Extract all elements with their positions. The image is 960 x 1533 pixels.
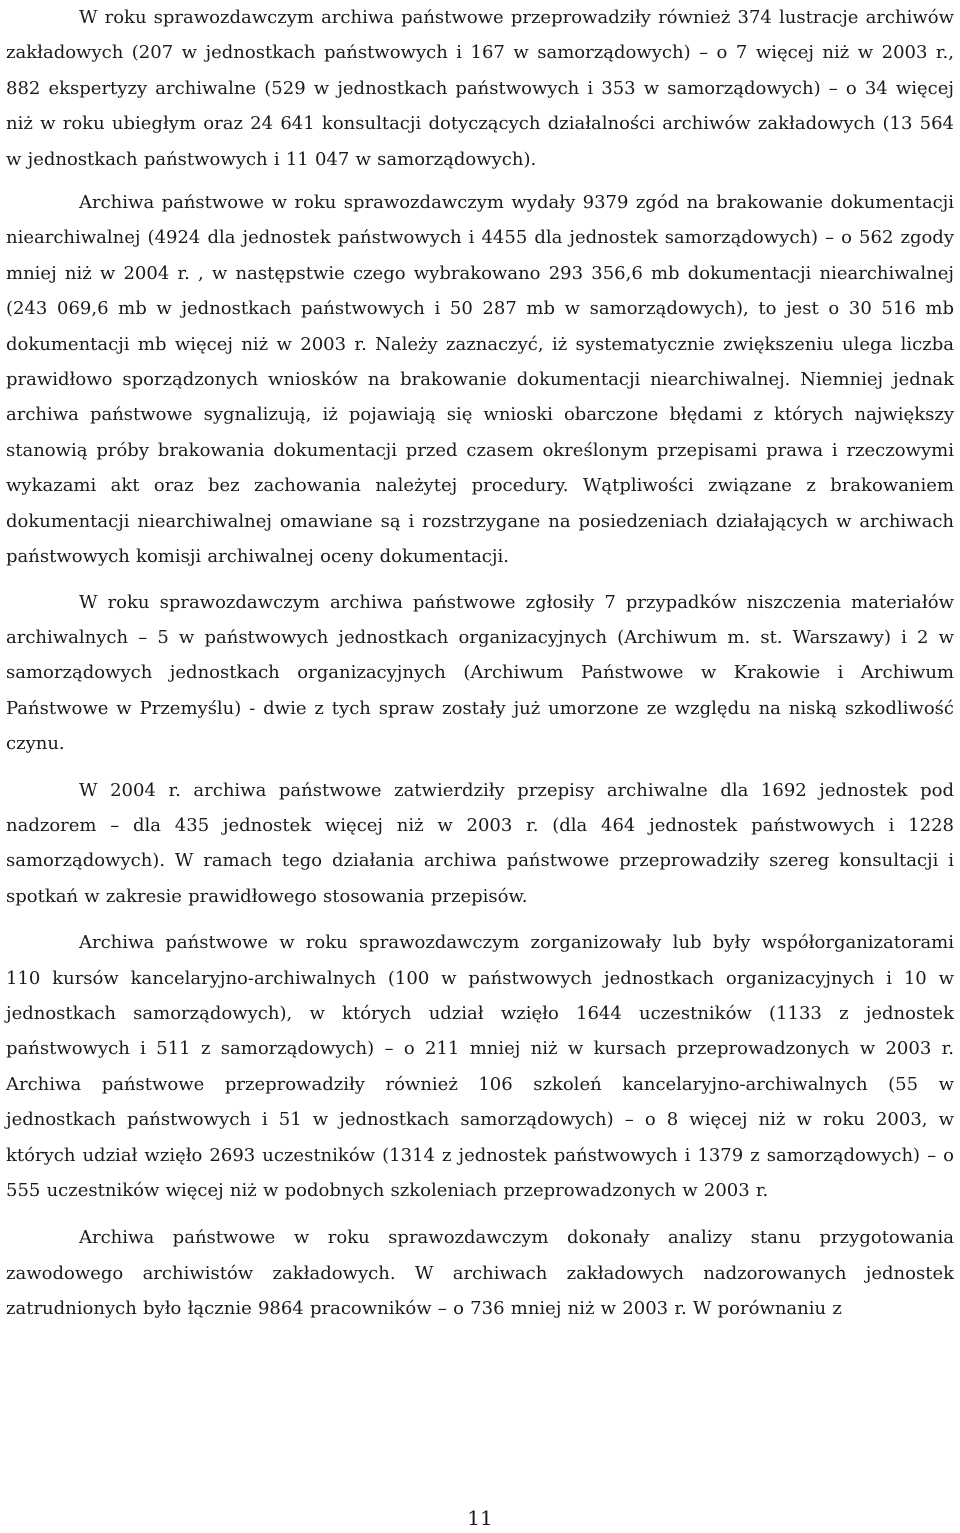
page-number: 11: [467, 1506, 493, 1530]
paragraph-przepisy: W 2004 r. archiwa państwowe zatwierdziły przepisy archiwalne dla 1692 jednostek pod nadzorem – dla 435 jednostek więcej niż w 2003 r. (dla 464 jednostek państwowych i 1228 samorządowych). W ramach tego działania archiwa państwowe przeprowadziły szereg konsultacji i spotkań w zakresie prawidłowego stosowania przepisów.: [6, 779, 954, 907]
paragraph-lustracje: W roku sprawozdawczym archiwa państwowe przeprowadziły również 374 lustracje archiwów zakładowych (207 w jednostkach państwowych i 167 w samorządowych) – o 7 więcej niż w 2003 r., 882 ekspertyzy archiwalne (529 w jednostkach państwowych i 353 w samorządowych) – o 34 więcej niż w roku ubiegłym oraz 24 641 konsultacji dotyczących działalności archiwów zakładowych (13 564 w jednostkach państwowych i 11 047 w samorządowych).: [6, 7, 954, 170]
document-page: [6, 0, 954, 1327]
paragraph-kursy: Archiwa państwowe w roku sprawozdawczym zorganizowały lub były współorganizatorami 110 kursów kancelaryjno-archiwalnych (100 w państwowych jednostkach organizacyjnych i 10 w jednostkach samorządowych), w których udział wzięło 1644 uczestników (1133 z jednostek państwowych i 511 z samorządowych) – o 211 mniej niż w kursach przeprowadzonych w 2003 r. Archiwa państwowe przeprowadziły również 106 szkoleń kancelaryjno-archiwalnych (55 w jednostkach państwowych i 51 w jednostkach samorządowych) – o 8 więcej niż w roku 2003, w których udział wzięło 2693 uczestników (1314 z jednostek państwowych i 1379 z samorządowych) – o 555 uczestników więcej niż w podobnych szkoleniach przeprowadzonych w 2003 r.: [6, 932, 954, 1201]
paragraph-niszczenie: W roku sprawozdawczym archiwa państwowe zgłosiły 7 przypadków niszczenia materiałów archiwalnych – 5 w państwowych jednostkach organizacyjnych (Archiwum m. st. Warszawy) i 2 w samorządowych jednostkach organizacyjnych (Archiwum Państwowe w Krakowie i Archiwum Państwowe w Przemyślu) - dwie z tych spraw zostały już umorzone ze względu na niską szkodliwość czynu.: [6, 591, 954, 755]
paragraph-kadry: Archiwa państwowe w roku sprawozdawczym dokonały analizy stanu przygotowania zawodowego archiwistów zakładowych. W archiwach zakładowych nadzorowanych jednostek zatrudnionych było łącznie 9864 pracowników – o 736 mniej niż w 2003 r. W porównaniu z: [6, 1227, 954, 1320]
paragraph-brakowanie: Archiwa państwowe w roku sprawozdawczym wydały 9379 zgód na brakowanie dokumentacji niearchiwalnej (4924 dla jednostek państwowych i 4455 dla jednostek samorządowych) – o 562 zgody mniej niż w 2004 r. , w następstwie czego wybrakowano 293 356,6 mb dokumentacji niearchiwalnej (243 069,6 mb w jednostkach państwowych i 50 287 mb w samorządowych), to jest o 30 516 mb dokumentacji mb więcej niż w 2003 r. Należy zaznaczyć, iż systematycznie zwiększeniu ulega liczba prawidłowo sporządzonych wniosków na brakowanie dokumentacji niearchiwalnej. Niemniej jednak archiwa państwowe sygnalizują, iż pojawiają się wnioski obarczone błędami z których największy stanowią próby brakowania dokumentacji przed czasem określonym przepisami prawa i rzeczowymi wykazami akt oraz bez zachowania należytej procedury. Wątpliwości związane z brakowaniem dokumentacji niearchiwalnej omawiane są i rozstrzygane na posiedzeniach działających w archiwach państwowych komisji archiwalnej oceny dokumentacji.: [6, 192, 954, 568]
